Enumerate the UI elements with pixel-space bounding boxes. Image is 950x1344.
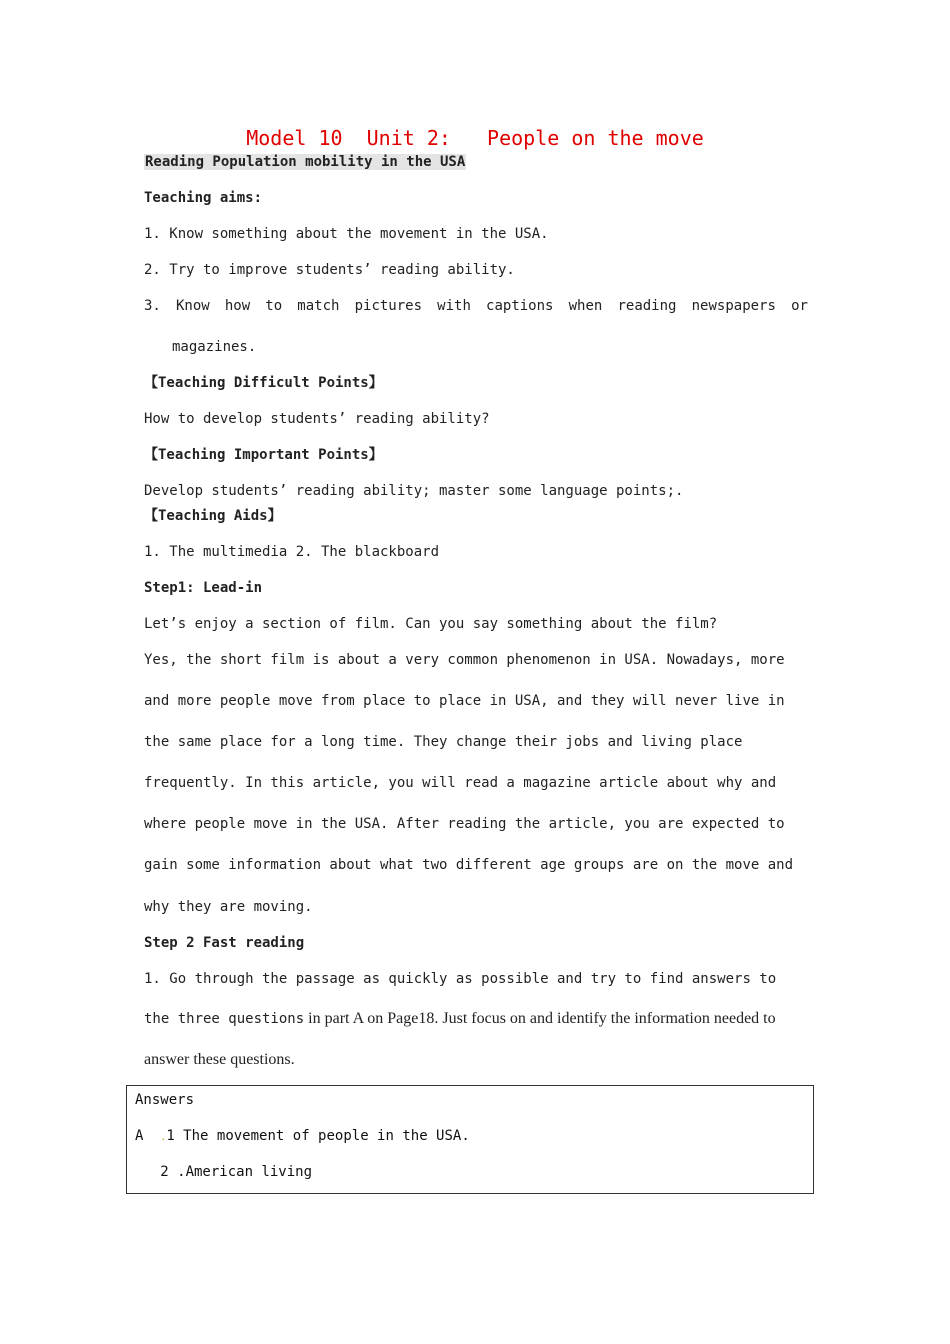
step1-paragraph-line: the same place for a long time. They change their jobs and living place xyxy=(144,734,743,750)
step2-line-2-mono: the three questions xyxy=(144,1011,305,1027)
step2-line-3: answer these questions. xyxy=(144,1051,295,1068)
step1-paragraph-line: and more people move from place to place in USA, and they will never live in xyxy=(144,693,785,709)
aim-item-3-continued: magazines. xyxy=(172,339,257,355)
answers-heading: Answers xyxy=(135,1092,195,1108)
aim-item-1: 1. Know something about the movement in the USA. xyxy=(144,226,549,242)
step2-line-1: 1. Go through the passage as quickly as possible and try to find answers to xyxy=(144,971,777,987)
aim-item-3-word: when xyxy=(568,298,603,314)
step1-paragraph-line: where people move in the USA. After reading the article, you are expected to xyxy=(144,816,785,832)
aim-item-3-word: match xyxy=(297,298,340,314)
important-points-text: Develop students’ reading ability; master some language points;. xyxy=(144,483,684,499)
answers-box xyxy=(126,1085,814,1194)
reading-subtitle xyxy=(144,153,466,171)
aim-item-3-word: Know xyxy=(176,298,210,314)
step1-paragraph-line: gain some information about what two different age groups are on the move and xyxy=(144,857,794,873)
important-points-heading: 【Teaching Important Points】 xyxy=(144,447,383,463)
aim-item-3-word: pictures xyxy=(354,298,423,314)
step1-heading: Step1: Lead-in xyxy=(144,580,263,596)
aim-item-2: 2. Try to improve students’ reading ability. xyxy=(144,262,515,278)
answer-line-1-prefix: A xyxy=(135,1128,161,1144)
teaching-aids-heading: 【Teaching Aids】 xyxy=(144,508,282,524)
step2-heading: Step 2 Fast reading xyxy=(144,935,305,951)
answer-line-1-text: 1 The movement of people in the USA. xyxy=(166,1128,470,1144)
aim-item-3-word: captions xyxy=(486,298,554,314)
reading-subtitle-text: Reading Population mobility in the USA xyxy=(145,154,466,170)
aim-item-3-word: newspapers xyxy=(691,298,776,314)
aim-item-3-word: reading xyxy=(617,298,677,314)
teaching-aims-heading: Teaching aims: xyxy=(144,190,263,206)
aim-item-3-word: or xyxy=(791,298,808,314)
aim-item-3-word: to xyxy=(265,298,283,314)
difficult-points-heading: 【Teaching Difficult Points】 xyxy=(144,375,383,391)
aim-item-3-word: how xyxy=(224,298,251,314)
teaching-aids-text: 1. The multimedia 2. The blackboard xyxy=(144,544,440,560)
step2-line-2 xyxy=(144,1010,776,1028)
step1-paragraph-line: frequently. In this article, you will read a magazine article about why and xyxy=(144,775,777,791)
answer-line-1 xyxy=(135,1127,470,1147)
answer-line-2: 2 .American living xyxy=(135,1164,313,1180)
page-title: Model 10 Unit 2: People on the move xyxy=(246,126,704,150)
aim-item-3 xyxy=(144,297,808,315)
step1-question: Let’s enjoy a section of film. Can you say something about the film? xyxy=(144,616,718,632)
aim-item-3-word: 3. xyxy=(144,298,161,314)
step2-line-2-serif: in part A on Page18. Just focus on and identify the information needed to xyxy=(304,1010,776,1027)
step1-paragraph-line: Yes, the short film is about a very common phenomenon in USA. Nowadays, more xyxy=(144,652,785,668)
step1-paragraph-line: why they are moving. xyxy=(144,899,313,915)
aim-item-3-word: with xyxy=(437,298,471,314)
answer-line-1-dot: . xyxy=(160,1132,167,1143)
difficult-points-text: How to develop students’ reading ability? xyxy=(144,411,490,427)
